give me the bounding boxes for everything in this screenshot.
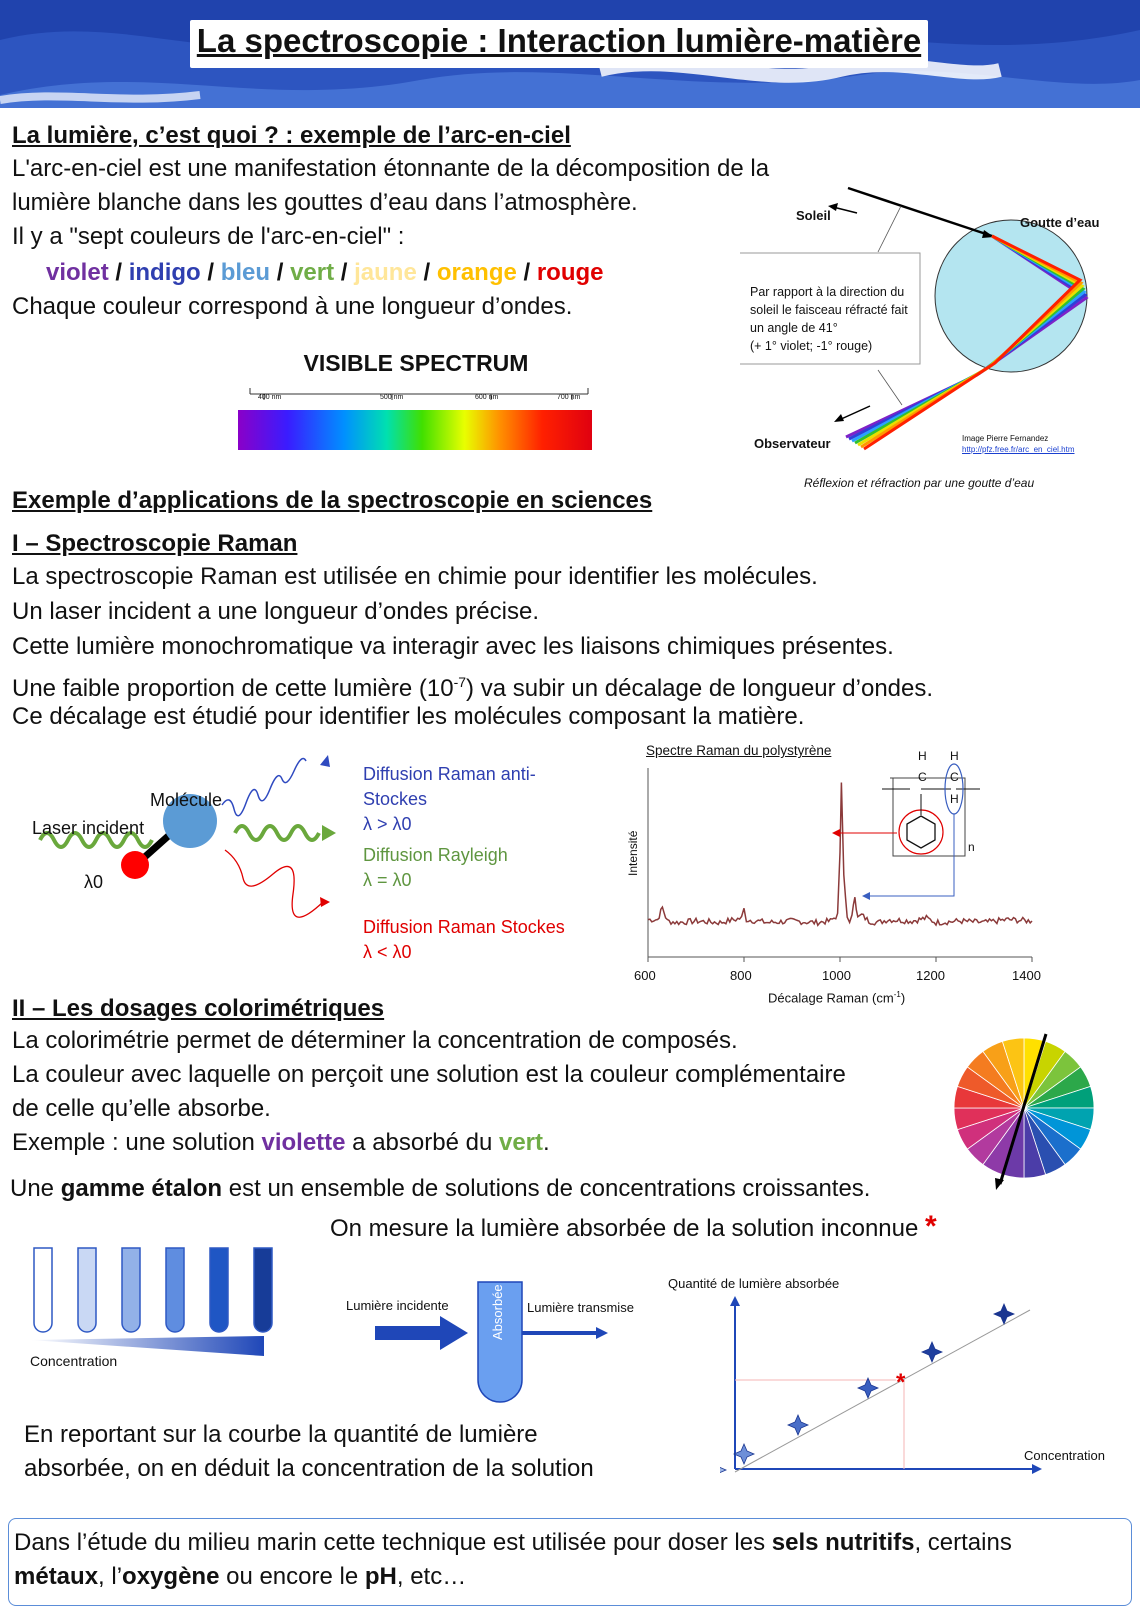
text-part: .: [543, 1129, 550, 1156]
spectrum-tick: 400 nm: [258, 394, 282, 401]
chem-h2: H: [950, 749, 959, 763]
rainbow-colors: [46, 256, 604, 291]
anti-stokes-lambda: λ > λ0: [363, 814, 412, 834]
text-part: ) va subir un décalage de longueur d’ondes.: [466, 675, 934, 702]
conclusion-line: En reportant sur la courbe la quantité de lumière: [24, 1421, 538, 1448]
molecule-label: Molécule: [150, 790, 223, 810]
note-line: (+ 1° violet; -1° rouge): [750, 339, 873, 353]
spectrum-tick: 600 nm: [475, 394, 499, 401]
note-line: Par rapport à la direction du: [750, 285, 905, 299]
text-line: L'arc-en-ciel est une manifestation étonnante de la décomposition de la: [12, 155, 770, 182]
chem-h1: H: [918, 749, 927, 763]
rayleigh-label: [363, 843, 508, 893]
chart-title: Spectre Raman du polystyrène: [646, 743, 832, 758]
text-line: Cette lumière monochromatique va interagir avec les liaisons chimiques présentes.: [12, 633, 894, 660]
drop-label: Goutte d’eau: [1020, 215, 1100, 230]
page-title: La spectroscopie : Interaction lumière-matière: [196, 22, 922, 59]
x-tick-label: 600: [634, 968, 656, 983]
text-part: ou encore le: [219, 1563, 365, 1590]
color-vert: vert: [290, 259, 335, 286]
raman-heading: I – Spectroscopie Raman: [12, 530, 298, 557]
gamme-line: [10, 1172, 870, 1207]
calibration-point: [922, 1342, 942, 1362]
rayleigh-lambda: λ = λ0: [363, 870, 412, 890]
stokes-lambda: λ < λ0: [363, 942, 412, 962]
color-indigo: indigo: [128, 259, 201, 286]
svg-text:*: *: [896, 1369, 906, 1396]
spectrum-title: VISIBLE SPECTRUM: [303, 350, 529, 376]
spectrum-tick: 500 nm: [380, 394, 404, 401]
credit-link[interactable]: http://pfz.free.fr/arc_en_ciel.htm: [962, 445, 1075, 454]
color-jaune: jaune: [354, 259, 417, 286]
text-part: Une faible proportion de cette lumière (10: [12, 675, 454, 702]
applications-heading: Exemple d’applications de la spectroscopie en sciences: [12, 487, 653, 514]
word-vert: vert: [498, 1129, 543, 1156]
text-part: , l’: [98, 1563, 123, 1590]
footer-line-1: [14, 1526, 1012, 1561]
lambda0-label: λ0: [84, 872, 104, 892]
spectrum-tick: 700 nm: [557, 394, 581, 401]
x-tick-label: 1000: [822, 968, 851, 983]
text-part: Une: [10, 1175, 61, 1202]
chart-xlabel: Décalage Raman $(cm^{-1})$: [768, 990, 906, 1006]
separator: /: [270, 259, 291, 286]
separator: /: [334, 259, 355, 286]
separator: /: [516, 259, 537, 286]
calibration-graph: [720, 1294, 1050, 1484]
color-violet: violet: [46, 259, 109, 286]
text-part: Dans l’étude du milieu marin cette technique est utilisée pour doser les: [14, 1529, 772, 1556]
graph-xlabel: Concentration: [1024, 1448, 1105, 1463]
calibration-point: [734, 1444, 754, 1464]
text-part: On mesure la lumière absorbée de la solution inconnue: [330, 1215, 919, 1242]
color-orange: orange: [436, 259, 517, 286]
text-part: Exemple : une solution: [12, 1129, 262, 1156]
text-line: La colorimétrie permet de déterminer la concentration de composés.: [12, 1027, 738, 1054]
x-tick-label: 1400: [1012, 968, 1041, 983]
text-line: La spectroscopie Raman est utilisée en chimie pour identifier les molécules.: [12, 563, 818, 590]
text-line: de celle qu’elle absorbe.: [12, 1095, 271, 1122]
x-tick-label: 1200: [916, 968, 945, 983]
incident-label: Lumière incidente: [346, 1298, 449, 1313]
text-line: Chaque couleur correspond à une longueur d’ondes.: [12, 293, 573, 320]
anti-stokes-label: [363, 762, 536, 837]
angle-note: [750, 283, 908, 355]
concentration-label: Concentration: [30, 1353, 118, 1369]
stokes-label: [363, 915, 565, 965]
chem-c1: C: [918, 770, 927, 784]
separator: /: [416, 259, 437, 286]
visible-spectrum: [236, 386, 596, 452]
chem-c2: C: [950, 770, 959, 784]
separator: /: [108, 259, 129, 286]
transmitted-label: Lumière transmise: [527, 1300, 634, 1315]
stokes-line: Diffusion Raman Stockes: [363, 917, 565, 937]
footer-line-2: [14, 1560, 466, 1595]
exponent: -7: [453, 674, 467, 690]
colorimetry-heading: II – Les dosages colorimétriques: [12, 995, 385, 1022]
color-rouge: rouge: [536, 259, 604, 286]
text-part: , etc…: [396, 1563, 467, 1590]
diagram-caption: Réflexion et réfraction par une goutte d’eau: [804, 476, 1035, 490]
ph: pH: [364, 1563, 397, 1590]
word-violette: violette: [261, 1129, 346, 1156]
text-line: Ce décalage est étudié pour identifier les molécules composant la matière.: [12, 703, 805, 730]
x-tick-label: 800: [730, 968, 752, 983]
color-wheel: [950, 1030, 1100, 1190]
color-bleu: bleu: [220, 259, 271, 286]
image-credit: Image Pierre Fernandez: [962, 434, 1049, 443]
separator: /: [200, 259, 221, 286]
asterisk-icon: *: [925, 1210, 937, 1243]
test-tubes: [28, 1244, 288, 1359]
text-part: , certains: [914, 1529, 1012, 1556]
rayleigh-line: Diffusion Rayleigh: [363, 845, 508, 865]
gamme-etalon: gamme étalon: [60, 1175, 223, 1202]
sels-nutritifs: sels nutritifs: [771, 1529, 915, 1556]
absorbee-label: Absorbée: [490, 1284, 505, 1340]
text-part: est un ensemble de solutions de concentrations croissantes.: [222, 1175, 871, 1202]
anti-stokes-line: Stockes: [363, 789, 428, 809]
graph-ylabel: Quantité de lumière absorbée: [668, 1276, 840, 1291]
text-line: Un laser incident a une longueur d’ondes précise.: [12, 598, 540, 625]
text-part: a absorbé du: [345, 1129, 499, 1156]
metaux: métaux: [14, 1563, 99, 1590]
oxygene: oxygène: [122, 1563, 220, 1590]
observer-label: Observateur: [754, 436, 831, 451]
laser-label: Laser incident: [32, 818, 145, 838]
section-heading-light: La lumière, c’est quoi ? : exemple de l’arc-en-ciel: [12, 122, 571, 149]
text-line: La couleur avec laquelle on perçoit une solution est la couleur complémentaire: [12, 1061, 846, 1088]
raman-scattering-diagram: [30, 755, 350, 945]
measure-line: [330, 1210, 937, 1247]
note-line: un angle de 41°: [750, 321, 838, 335]
sun-label: Soleil: [796, 208, 831, 223]
chem-n: n: [968, 840, 975, 854]
text-line: lumière blanche dans les gouttes d’eau dans l’atmosphère.: [12, 189, 638, 216]
text-line: Il y a "sept couleurs de l'arc-en-ciel" :: [12, 223, 405, 250]
calibration-point: [788, 1415, 808, 1435]
calibration-point: [720, 1460, 726, 1480]
raman-chart: [640, 760, 1040, 985]
conclusion-line: absorbée, on en déduit la concentration de la solution: [24, 1455, 594, 1482]
chart-ylabel: Intensité: [626, 830, 640, 876]
note-line: soleil le faisceau réfracté fait: [750, 303, 908, 317]
example-line: [12, 1126, 550, 1161]
anti-stokes-line: Diffusion Raman anti-: [363, 764, 536, 784]
chem-h3: H: [950, 792, 959, 806]
